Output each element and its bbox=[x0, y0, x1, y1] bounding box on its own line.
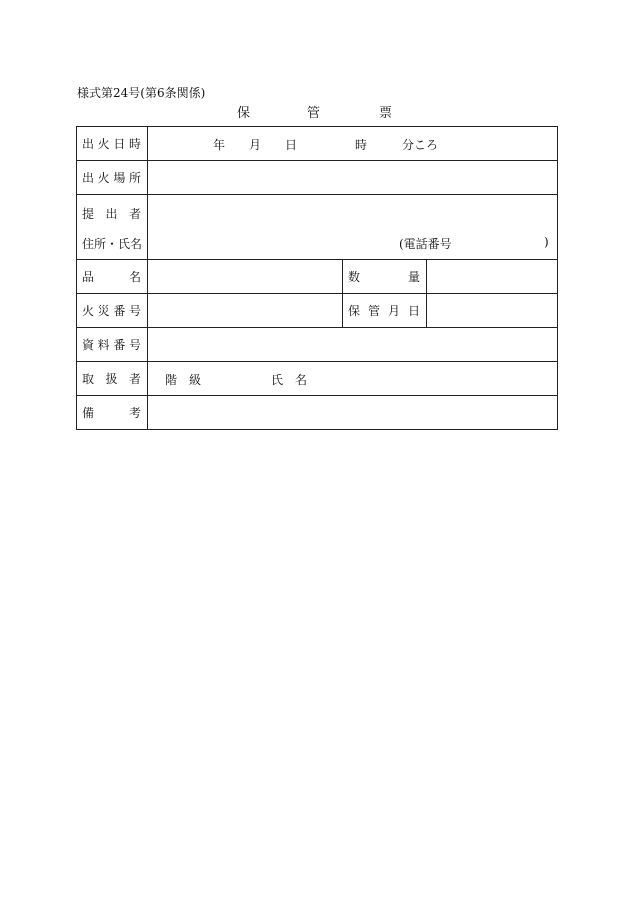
label-char: 備 bbox=[82, 406, 95, 420]
label-custody-date bbox=[343, 294, 427, 328]
label-char: 号 bbox=[128, 338, 141, 352]
label-material-number bbox=[77, 328, 148, 362]
row-fire-datetime bbox=[77, 127, 558, 161]
label-char: 災 bbox=[97, 304, 110, 318]
label-char: 量 bbox=[407, 270, 420, 284]
label-char: 料 bbox=[97, 338, 110, 352]
label-reporter bbox=[77, 195, 148, 260]
label-fire-number bbox=[77, 294, 148, 328]
name-label: 氏 名 bbox=[271, 373, 308, 387]
field-fire-datetime[interactable] bbox=[148, 127, 558, 161]
form-number-label: 様式第24号(第6条関係) bbox=[77, 86, 206, 100]
label-char: 番 bbox=[113, 338, 126, 352]
label-remarks bbox=[77, 396, 148, 430]
phone-number-label: (電話番号 bbox=[399, 237, 452, 251]
label-char: 火 bbox=[97, 171, 110, 185]
label-char: 扱 bbox=[105, 372, 118, 386]
label-char: 時 bbox=[128, 137, 141, 151]
label-char: 資 bbox=[82, 338, 95, 352]
label-char: 火 bbox=[97, 137, 110, 151]
label-char: 月 bbox=[387, 304, 400, 318]
field-material-number[interactable] bbox=[148, 328, 558, 362]
field-handler[interactable] bbox=[148, 362, 558, 396]
label-char: 品 bbox=[82, 270, 95, 284]
day-unit: 日 bbox=[285, 138, 298, 152]
label-item-name bbox=[77, 260, 148, 294]
row-reporter bbox=[77, 195, 558, 260]
row-handler bbox=[77, 362, 558, 396]
field-item-name[interactable] bbox=[148, 260, 343, 294]
field-quantity[interactable] bbox=[427, 260, 558, 294]
form-title-char: 票 bbox=[379, 106, 393, 121]
label-char: 管 bbox=[367, 304, 380, 318]
label-char: 数 bbox=[348, 270, 361, 284]
field-fire-number[interactable] bbox=[148, 294, 343, 328]
form-title-char: 管 bbox=[307, 106, 321, 121]
label-char: 名 bbox=[128, 270, 141, 284]
label-char: 考 bbox=[128, 406, 141, 420]
label-char: 出 bbox=[105, 207, 118, 221]
label-address-name: 住所・氏名 bbox=[82, 237, 143, 251]
field-fire-place[interactable] bbox=[148, 161, 558, 195]
label-char: 日 bbox=[407, 304, 420, 318]
label-fire-place bbox=[77, 161, 148, 195]
rank-label: 階 級 bbox=[165, 373, 202, 387]
label-char: 者 bbox=[128, 372, 141, 386]
label-char: 出 bbox=[82, 137, 95, 151]
phone-number-close: ) bbox=[544, 235, 549, 249]
month-unit: 月 bbox=[249, 138, 262, 152]
hour-unit: 時 bbox=[355, 138, 368, 152]
label-char: 場 bbox=[113, 171, 126, 185]
field-custody-date[interactable] bbox=[427, 294, 558, 328]
row-fire-number bbox=[77, 294, 558, 328]
minute-unit: 分ころ bbox=[402, 138, 439, 152]
label-char: 者 bbox=[128, 207, 141, 221]
row-item bbox=[77, 260, 558, 294]
label-char: 出 bbox=[82, 171, 95, 185]
label-quantity bbox=[343, 260, 427, 294]
field-remarks[interactable] bbox=[148, 396, 558, 430]
field-reporter[interactable] bbox=[148, 195, 558, 260]
label-char: 日 bbox=[113, 137, 126, 151]
label-char: 番 bbox=[113, 304, 126, 318]
label-char: 提 bbox=[82, 207, 95, 221]
label-char: 所 bbox=[128, 171, 141, 185]
label-char: 号 bbox=[128, 304, 141, 318]
label-fire-datetime bbox=[77, 127, 148, 161]
label-char: 取 bbox=[82, 372, 95, 386]
label-char: 保 bbox=[348, 304, 361, 318]
form-title-char: 保 bbox=[237, 106, 251, 121]
row-fire-place bbox=[77, 161, 558, 195]
custody-form-table bbox=[76, 126, 558, 430]
label-handler bbox=[77, 362, 148, 396]
year-unit: 年 bbox=[213, 138, 226, 152]
row-remarks bbox=[77, 396, 558, 430]
label-char: 火 bbox=[82, 304, 95, 318]
row-material-number bbox=[77, 328, 558, 362]
